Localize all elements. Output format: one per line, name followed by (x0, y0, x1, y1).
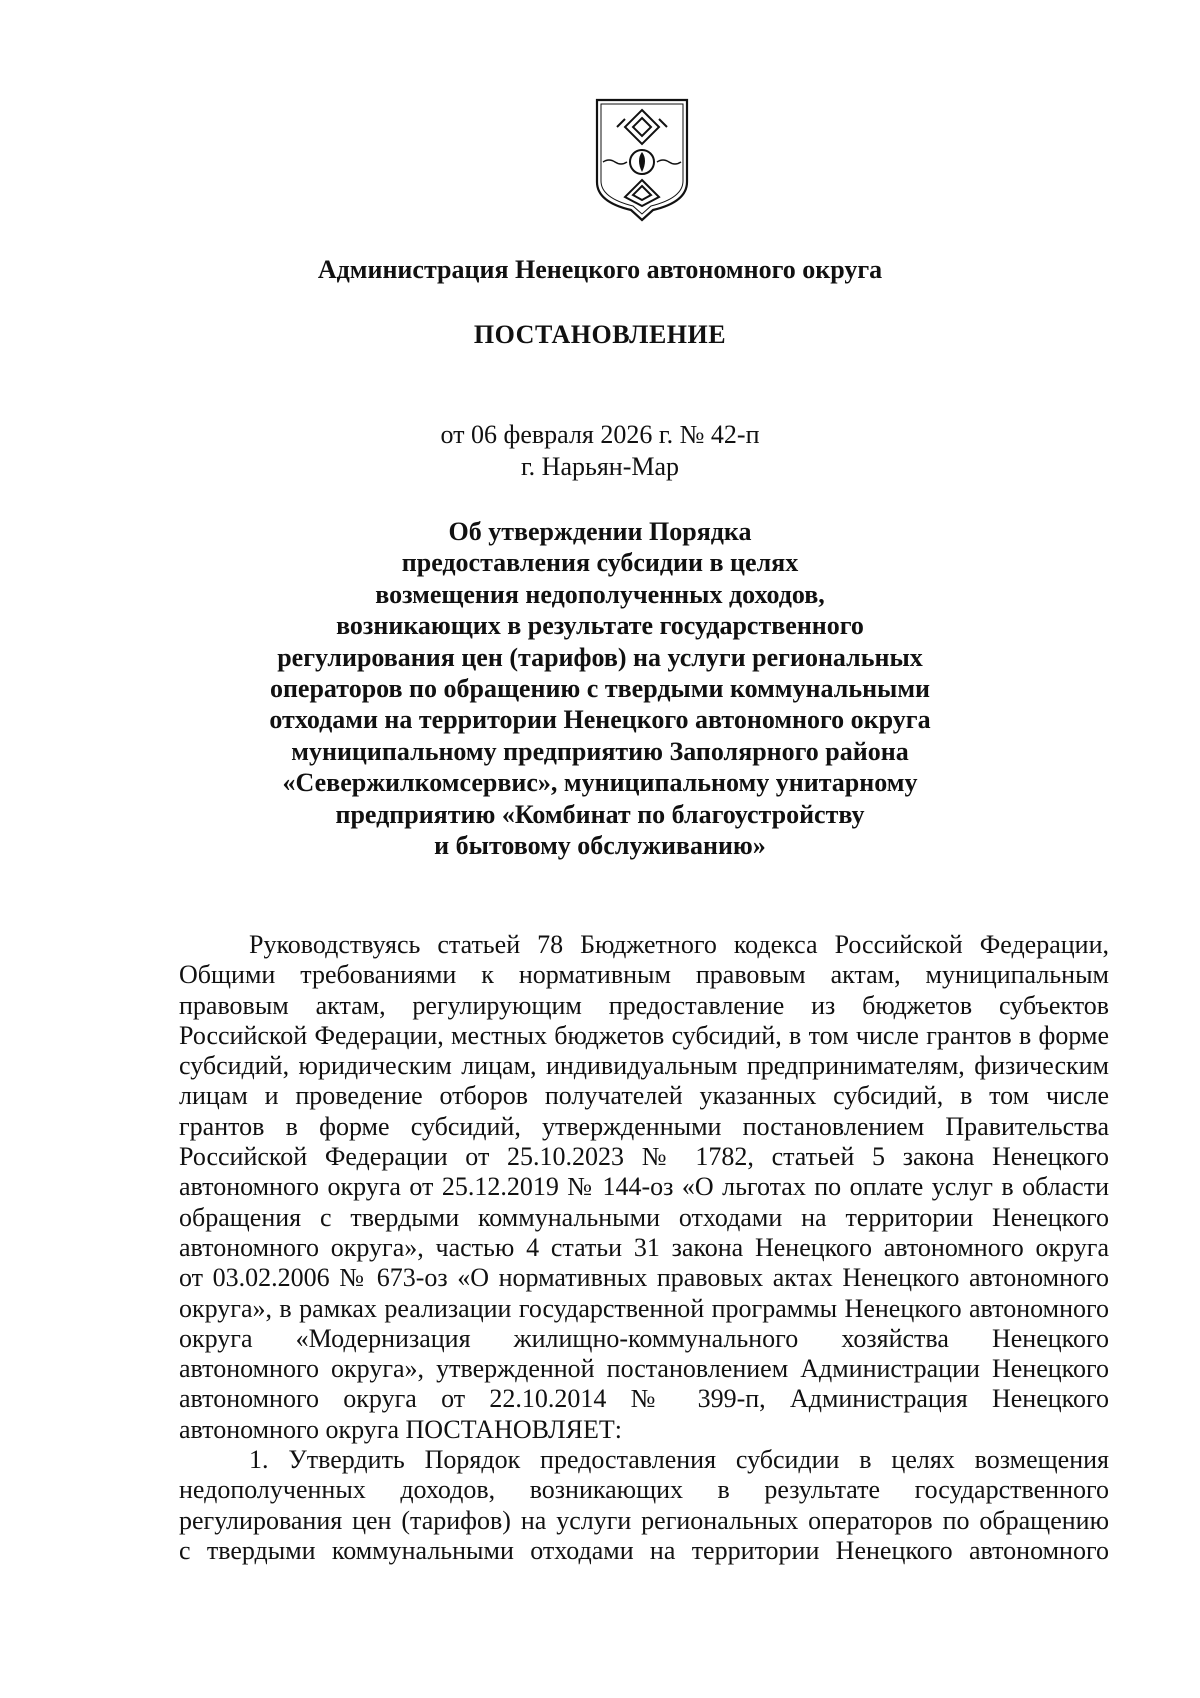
body-line: регулирования цен (тарифов) на услуги региональных операторов по обращению (179, 1505, 1109, 1535)
title-line: возмещения недополученных доходов, (375, 579, 825, 609)
document-title (0, 516, 1200, 861)
body-line: с твердыми коммунальными отходами на территории Ненецкого автономного (179, 1535, 1109, 1565)
body-line: субсидий, юридическим лицам, индивидуальным предпринимателям, физическим (179, 1051, 1109, 1081)
title-line: «Севержилкомсервис», муниципальному унитарному (282, 768, 918, 798)
body-line: обращения с твердыми коммунальными отходами на территории Ненецкого (179, 1202, 1109, 1232)
title-line: отходами на территории Ненецкого автономного округа (269, 705, 931, 735)
document-body (179, 930, 1109, 1566)
body-line: правовым актам, регулирующим предоставление из бюджетов субъектов (179, 990, 1109, 1020)
title-line: регулирования цен (тарифов) на услуги региональных (277, 642, 923, 672)
body-line: автономного округа ПОСТАНОВЛЯЕТ: (179, 1414, 622, 1444)
body-line: округа», в рамках реализации государственной программы Ненецкого автономного (179, 1293, 1109, 1323)
body-line: округа «Модернизация жилищно-коммунального хозяйства Ненецкого (179, 1323, 1109, 1353)
body-line: Российской Федерации от 25.10.2023 № 1782, статьей 5 закона Ненецкого (179, 1142, 1109, 1172)
document-type-heading: ПОСТАНОВЛЕНИЕ (473, 320, 727, 349)
body-line: грантов в форме субсидий, утвержденными постановлением Правительства (179, 1111, 1109, 1141)
body-line: недополученных доходов, возникающих в результате государственного (179, 1475, 1109, 1505)
title-line: операторов по обращению с твердыми коммунальными (269, 674, 931, 704)
title-line: муниципальному предприятию Заполярного района (291, 736, 909, 766)
title-line: Об утверждении Порядка (448, 517, 752, 546)
body-line: от 03.02.2006 № 673-оз «О нормативных правовых актах Ненецкого автономного (179, 1263, 1109, 1293)
document-date-number: от 06 февраля 2026 г. № 42-п (440, 420, 760, 449)
title-line: и бытовому обслуживанию» (434, 831, 766, 861)
body-line: 1. Утвердить Порядок предоставления субсидии в целях возмещения (249, 1445, 1109, 1475)
body-line: автономного округа», частью 4 статьи 31 закона Ненецкого автономного округа (179, 1232, 1109, 1262)
title-line: возникающих в результате государственного (336, 611, 864, 641)
organization-name: Администрация Ненецкого автономного округа (317, 255, 883, 284)
body-line: автономного округа от 25.12.2019 № 144-оз «О льготах по оплате услуг в области (179, 1172, 1109, 1202)
title-line: предприятию «Комбинат по благоустройству (335, 799, 865, 829)
coat-of-arms-emblem (593, 96, 691, 222)
document-city: г. Нарьян-Мар (520, 452, 680, 481)
preamble-paragraph (179, 930, 1109, 1445)
body-line: автономного округа от 22.10.2014 № 399-п, Администрация Ненецкого (179, 1384, 1109, 1414)
body-line: Российской Федерации, местных бюджетов субсидий, в том числе грантов в форме (179, 1020, 1109, 1050)
body-line: автономного округа», утвержденной постановлением Администрации Ненецкого (179, 1354, 1109, 1384)
body-line: лицам и проведение отборов получателей указанных субсидий, в том числе (179, 1081, 1109, 1111)
body-line: Общими требованиями к нормативным правовым актам, муниципальным (179, 960, 1109, 990)
body-line: Руководствуясь статьей 78 Бюджетного кодекса Российской Федерации, (249, 930, 1109, 959)
title-line: предоставления субсидии в целях (401, 548, 799, 578)
clause-1-paragraph (179, 1445, 1109, 1566)
